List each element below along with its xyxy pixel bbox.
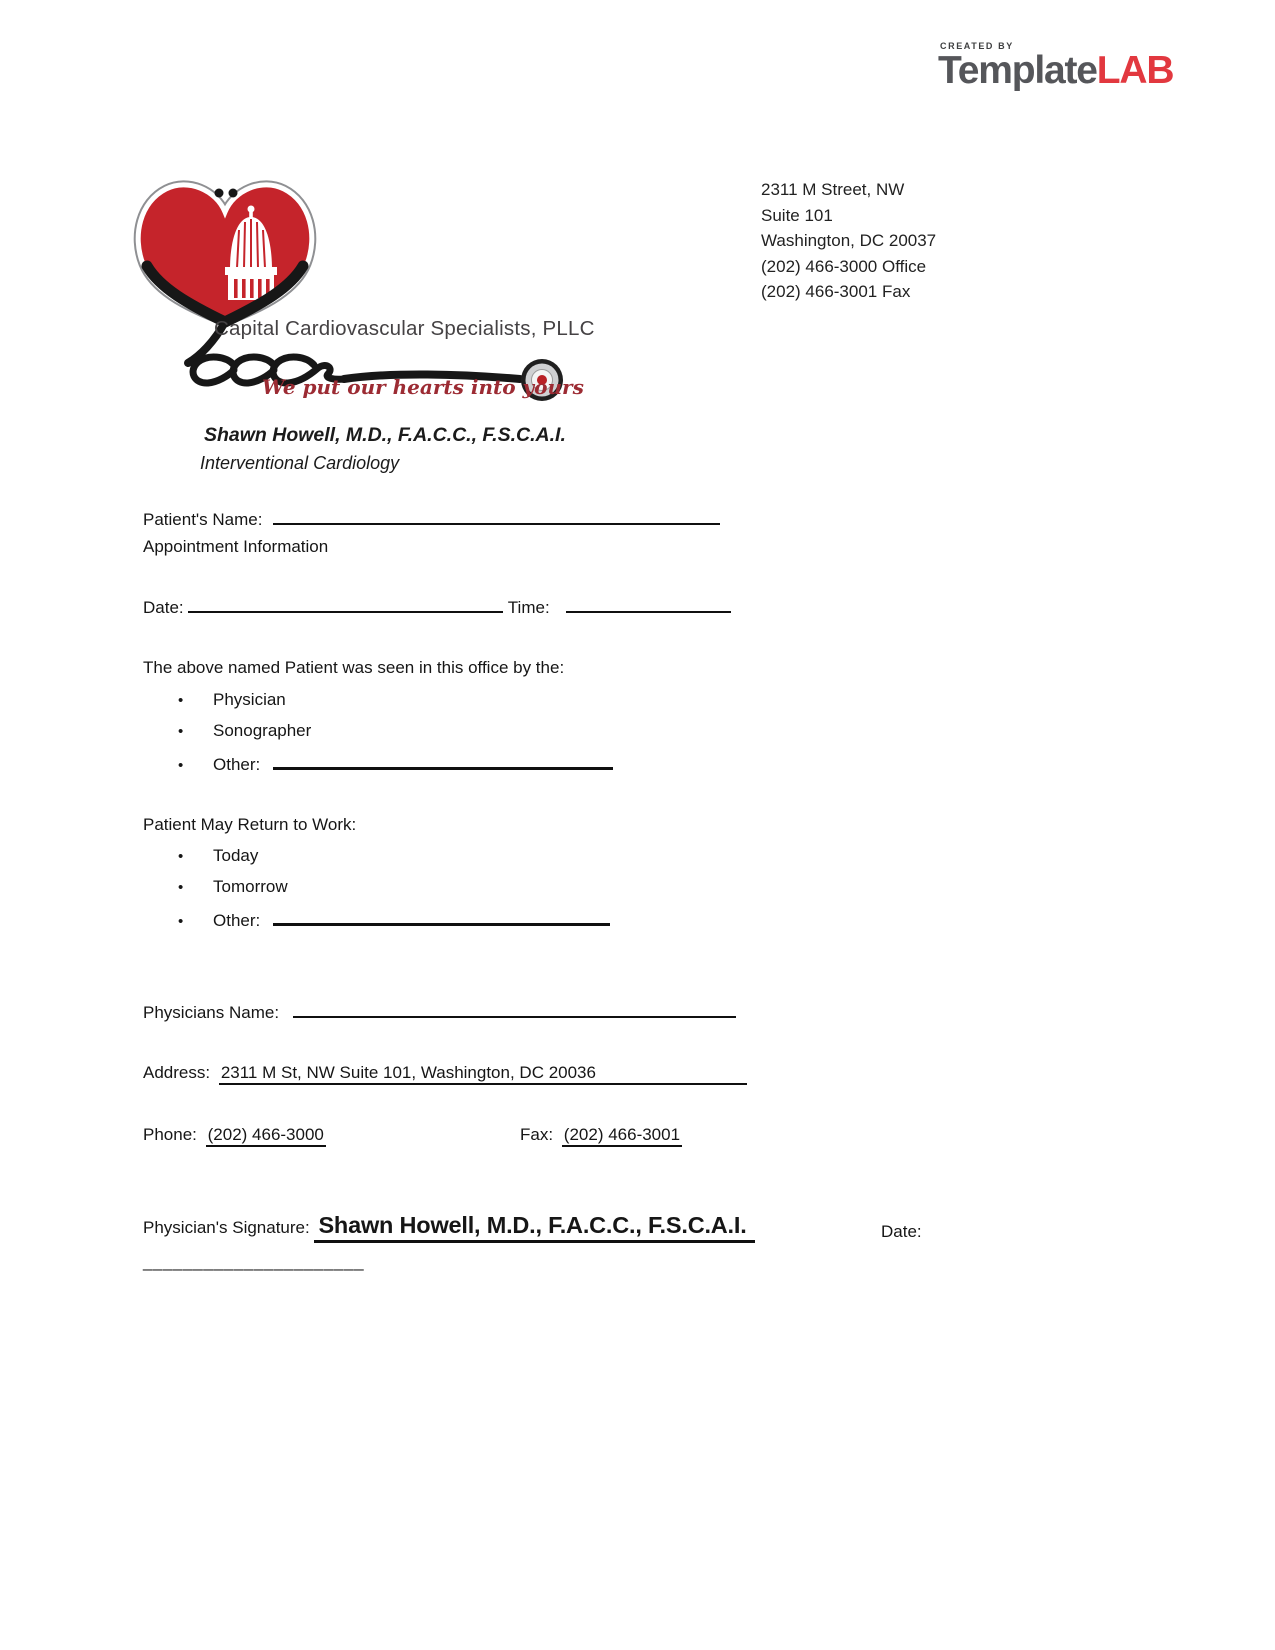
seen-by-option-sonographer (178, 721, 311, 741)
address-line-4: (202) 466-3000 Office (761, 256, 927, 276)
option-label: Other: (213, 910, 261, 930)
option-label: Tomorrow (213, 877, 288, 896)
bullet-icon: • (178, 723, 184, 740)
fax-value: (202) 466-3001 (562, 1125, 682, 1147)
patient-name-blank-line (273, 507, 720, 525)
signature-date-label: Date: (881, 1222, 922, 1241)
signature-row (143, 1212, 755, 1243)
signature-value: Shawn Howell, M.D., F.A.C.C., F.S.C.A.I. (314, 1212, 754, 1243)
bullet-icon: • (178, 912, 184, 930)
clinic-address-block (761, 177, 936, 305)
fax-label: Fax: (520, 1125, 554, 1144)
time-blank-line (566, 595, 731, 613)
signature-colon: : (305, 1218, 315, 1237)
bullet-icon: • (178, 756, 184, 774)
physicians-name-blank-line (293, 1000, 736, 1018)
clinic-logo (130, 160, 580, 410)
brand-name-red: LAB (1096, 49, 1174, 92)
signature-label: Physician's Signature (143, 1218, 305, 1237)
return-option-tomorrow (178, 877, 288, 897)
bullet-icon: • (178, 848, 184, 865)
time-label: Time: (507, 597, 550, 617)
address-line-1: 2311 M Street, NW (761, 180, 905, 199)
fax-row (520, 1125, 682, 1147)
signature-blank-underscores: ______________________ (143, 1252, 365, 1271)
clinic-name: Capital Cardiovascular Specialists, PLLC (214, 317, 595, 340)
patient-name-label: Patient's Name: (143, 509, 263, 529)
practice-address-value: 2311 M St, NW Suite 101, Washington, DC 20036 (219, 1063, 747, 1085)
return-option-today (178, 846, 258, 866)
date-blank-line (188, 595, 503, 613)
practice-address-label: Address: (143, 1063, 211, 1082)
date-label: Date: (143, 597, 184, 617)
practice-address-row (143, 1063, 747, 1085)
physicians-name-label: Physicians Name: (143, 1002, 280, 1022)
return-option-other (178, 908, 610, 931)
phone-value: (202) 466-3000 (206, 1125, 326, 1147)
phone-label: Phone: (143, 1125, 197, 1144)
option-label: Sonographer (213, 721, 312, 740)
option-label: Today (213, 846, 259, 865)
address-line-2: Suite 101 (761, 205, 833, 225)
address-line-5: (202) 466-3001 Fax (761, 282, 911, 301)
physician-name-heading: Shawn Howell, M.D., F.A.C.C., F.S.C.A.I. (204, 424, 566, 446)
templatelab-logo (938, 41, 1183, 92)
templatelab-wordmark (938, 51, 1183, 92)
option-label: Physician (213, 690, 286, 709)
bullet-icon: • (178, 879, 184, 896)
seen-by-option-physician (178, 690, 286, 710)
seen-by-heading: The above named Patient was seen in this office by the: (143, 658, 565, 677)
clinic-tagline: We put our hearts into yours (262, 375, 584, 399)
option-label: Other: (213, 754, 261, 774)
physicians-name-row (143, 1000, 736, 1023)
return-to-work-heading: Patient May Return to Work: (143, 815, 357, 834)
bullet-icon: • (178, 692, 184, 709)
heart-icon (138, 185, 312, 322)
created-by-label: CREATED BY (940, 41, 1014, 51)
physician-specialty: Interventional Cardiology (200, 453, 400, 473)
date-time-row (143, 595, 731, 618)
phone-row (143, 1125, 326, 1147)
brand-name-gray: Template (938, 49, 1097, 92)
return-other-blank-line (273, 908, 610, 926)
seen-by-other-blank-line (273, 752, 613, 770)
appointment-info-heading: Appointment Information (143, 537, 329, 556)
address-line-3: Washington, DC 20037 (761, 231, 937, 250)
patient-name-row (143, 507, 720, 530)
seen-by-option-other (178, 752, 613, 775)
